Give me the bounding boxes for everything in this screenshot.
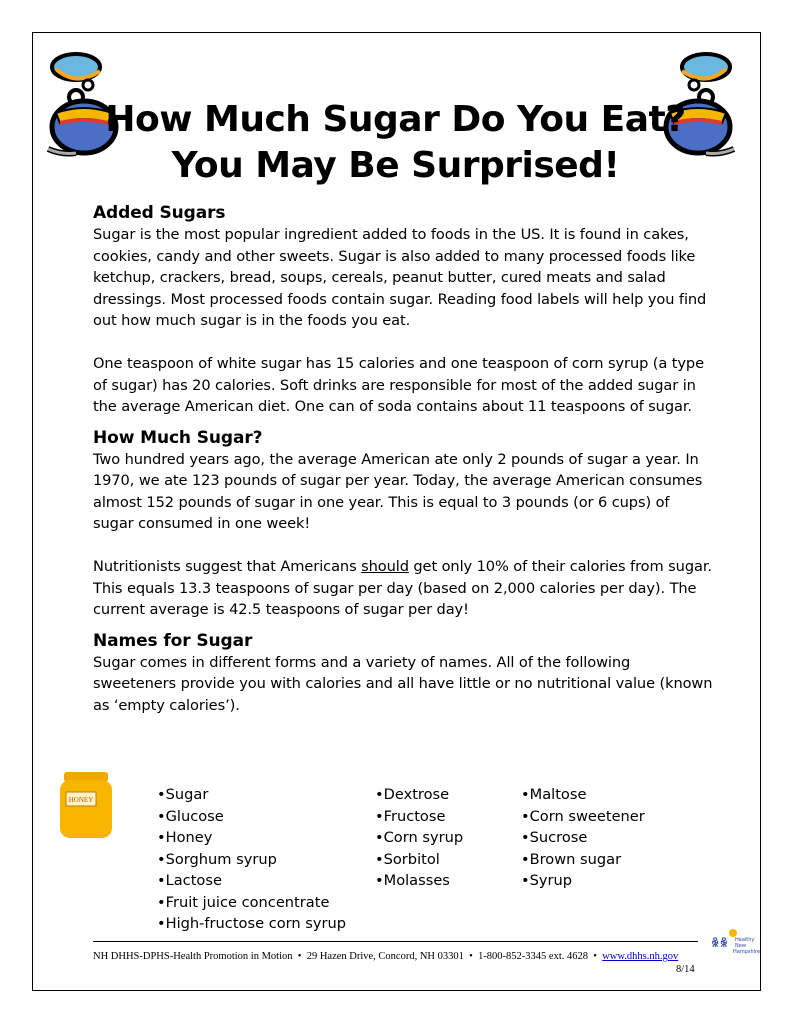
sugar-name-item: • Corn syrup: [375, 827, 463, 849]
emphasis: should: [361, 558, 409, 575]
footer-phone: 1-800-852-3345 ext. 4628: [478, 951, 589, 962]
sugar-name-item: • Fructose: [375, 806, 463, 828]
healthy-nh-logo: [705, 925, 761, 955]
paragraph: Two hundred years ago, the average American ate only 2 pounds of sugar a year. In 1970, we ate 123 pounds of sugar per year. Today, the average American consumes almost 152 pounds of sugar in one year. This is equal to 3 pounds (or 6 cups) of sugar consumed in one week!: [93, 450, 703, 532]
sugar-name-item: • Molasses: [375, 870, 463, 892]
honey-label: HONEY: [68, 796, 94, 804]
title-line-2: You May Be Surprised!: [171, 145, 620, 186]
section-heading: Names for Sugar: [93, 630, 253, 651]
sugar-name-item: • Sorbitol: [375, 849, 463, 871]
footer-org: NH DHHS-DPHS-Health Promotion in Motion: [93, 951, 293, 962]
sugar-name-item: • Glucose: [157, 806, 346, 828]
section-heading: Added Sugars: [93, 203, 226, 223]
svg-text:New: New: [735, 943, 746, 949]
sugar-name-item: • Brown sugar: [521, 849, 645, 871]
sugar-name-item: • Sugar: [157, 784, 346, 806]
paragraph: One teaspoon of white sugar has 15 calories and one teaspoon of corn syrup (a type of sugar) has 20 calories. Soft drinks are responsible for most of the added sugar in the average American diet. One can of soda contains about 11 teaspoons of sugar.: [93, 355, 704, 415]
sugar-name-item: • Lactose: [157, 870, 346, 892]
section-heading: How Much Sugar?: [93, 427, 263, 448]
footer: NH DHHS-DPHS-Health Promotion in Motion • 29 Hazen Drive, Concord, NH 03301 • 1-800-852-3345 ext. 4628 • www.dhhs.nh.gov: [93, 951, 679, 962]
sugar-name-item: • Fruit juice concentrate: [157, 892, 346, 914]
sugar-name-item: • Sorghum syrup: [157, 849, 346, 871]
page-title: [100, 97, 691, 189]
text: Nutritionists suggest that Americans: [93, 558, 362, 575]
sugar-name-item: • Honey: [157, 827, 346, 849]
paragraph: [93, 556, 713, 621]
sugar-name-item: • High-fructose corn syrup: [157, 913, 346, 935]
text: get only 10% of their calories from sugar. This equals 13.3 teaspoons of sugar per day (based on 2,000 calories per day). The current average is 42.5 teaspoons of sugar per day!: [93, 558, 712, 618]
sugar-name-item: • Corn sweetener: [521, 806, 645, 828]
sugar-name-item: • Dextrose: [375, 784, 463, 806]
sugar-name-item: • Maltose: [521, 784, 645, 806]
content: [93, 202, 713, 738]
footer-address: 29 Hazen Drive, Concord, NH 03301: [306, 951, 464, 962]
footer-link[interactable]: www.dhhs.nh.gov: [602, 951, 679, 962]
page-number: 8/14: [676, 964, 695, 975]
svg-text:ꆜꆜ: ꆜꆜ: [711, 937, 729, 950]
paragraph: Sugar is the most popular ingredient added to foods in the US. It is found in cakes, cookies, candy and other sweets. Sugar is also added to many processed foods like ketchup, crackers, bread, soups, cereals, peanut butter, cured meats and salad dressings. Most processed foods contain sugar. Reading food labels will help you find out how much sugar is in the foods you eat.: [93, 226, 707, 329]
svg-text:Hampshire: Hampshire: [733, 949, 761, 955]
sugar-name-item: • Syrup: [521, 870, 645, 892]
paragraph: Sugar comes in different forms and a variety of names. All of the following sweeteners provide you with calories and all have little or no nutritional value (known as ‘empty calories’).: [93, 653, 713, 714]
svg-text:Healthy: Healthy: [735, 937, 755, 943]
title-line-1: How Much Sugar Do You Eat?: [105, 99, 686, 140]
sugar-name-item: • Sucrose: [521, 827, 645, 849]
honey-jar-icon: [58, 770, 114, 840]
footer-divider: [93, 941, 698, 942]
